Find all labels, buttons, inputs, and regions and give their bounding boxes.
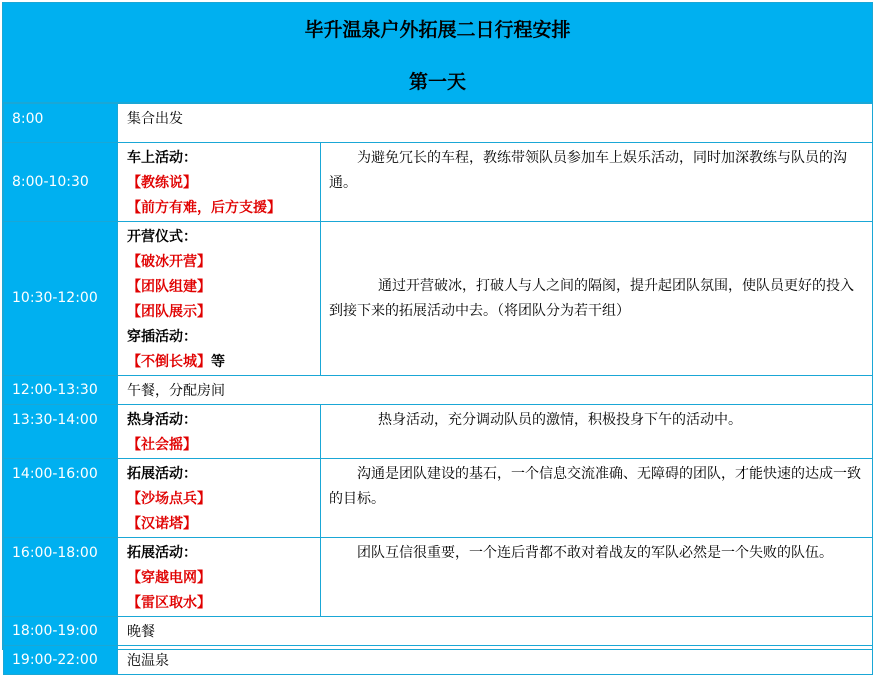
activity-label: 穿插活动：: [127, 329, 197, 345]
activity-cell: [118, 459, 321, 538]
table-row: [4, 538, 873, 617]
time-cell: 8:00: [4, 104, 118, 143]
time-cell: 16:00-18:00: [4, 538, 118, 617]
description-text: 沟通是团队建设的基石，一个信息交流准确、无障碍的团队，才能快速的达成一致的目标。: [329, 466, 861, 507]
description-cell: [321, 143, 873, 222]
description-text: 团队互信很重要，一个连后背都不敢对着战友的军队必然是一个失败的队伍。: [357, 545, 833, 561]
activity-item: 【雷区取水】: [127, 595, 211, 611]
table-row: [4, 646, 873, 675]
page-title: 毕升温泉户外拓展二日行程安排: [304, 19, 571, 41]
activity-label: 开营仪式：: [127, 229, 197, 245]
activity-item: 【团队组建】: [127, 279, 211, 295]
activity-label: 热身活动：: [127, 412, 197, 428]
description-text: 热身活动，充分调动队员的激情，积极投身下午的活动中。: [378, 412, 742, 428]
table-row: [4, 376, 873, 405]
activity-item: 【穿越电网】: [127, 570, 211, 586]
time-cell: 8:00-10:30: [4, 143, 118, 222]
activity-item: 【沙场点兵】: [127, 491, 211, 507]
table-row: [4, 405, 873, 459]
schedule-header: [3, 3, 872, 103]
activity-label: 拓展活动：: [127, 545, 197, 561]
activity-label: 拓展活动：: [127, 466, 197, 482]
activity-cell: [118, 222, 321, 376]
activity-cell: 晚餐: [118, 617, 873, 646]
description-cell: [321, 538, 873, 617]
table-row: [4, 222, 873, 376]
activity-item: 【破冰开营】: [127, 254, 211, 270]
activity-item: 【社会摇】: [127, 437, 197, 453]
activity-cell: [118, 143, 321, 222]
activity-item: 【不倒长城】: [127, 354, 211, 370]
activity-item: 【团队展示】: [127, 304, 211, 320]
time-cell: 14:00-16:00: [4, 459, 118, 538]
time-cell: 12:00-13:30: [4, 376, 118, 405]
table-row: [4, 459, 873, 538]
activity-cell: [118, 405, 321, 459]
description-cell: [321, 222, 873, 376]
table-row: [4, 143, 873, 222]
schedule-document: [2, 2, 873, 669]
time-cell: 19:00-22:00: [4, 646, 118, 675]
activity-item: 【教练说】: [127, 175, 197, 191]
table-row: [4, 104, 873, 143]
time-cell: 18:00-19:00: [4, 617, 118, 646]
activity-label: 车上活动：: [127, 150, 197, 166]
activity-item: 【前方有难，后方支援】: [127, 200, 281, 216]
description-text: 通过开营破冰，打破人与人之间的隔阂，提升起团队氛围，使队员更好的投入到接下来的拓展活动中去。（将团队分为若干组）: [329, 277, 854, 319]
activity-item-line: [127, 350, 320, 375]
activity-cell: 午餐，分配房间: [118, 376, 873, 405]
time-cell: 10:30-12:00: [4, 222, 118, 376]
activity-cell: 集合出发: [118, 104, 873, 143]
activity-suffix: 等: [211, 354, 225, 370]
day-title: 第一天: [408, 71, 466, 93]
schedule-table: [3, 103, 873, 675]
time-cell: 13:30-14:00: [4, 405, 118, 459]
description-cell: [321, 459, 873, 538]
description-text: 为避免冗长的车程，教练带领队员参加车上娱乐活动，同时加深教练与队员的沟通。: [329, 150, 847, 191]
description-cell: [321, 405, 873, 459]
activity-cell: 泡温泉: [118, 646, 873, 675]
activity-item: 【汉诺塔】: [127, 516, 197, 532]
table-row: [4, 617, 873, 646]
activity-cell: [118, 538, 321, 617]
